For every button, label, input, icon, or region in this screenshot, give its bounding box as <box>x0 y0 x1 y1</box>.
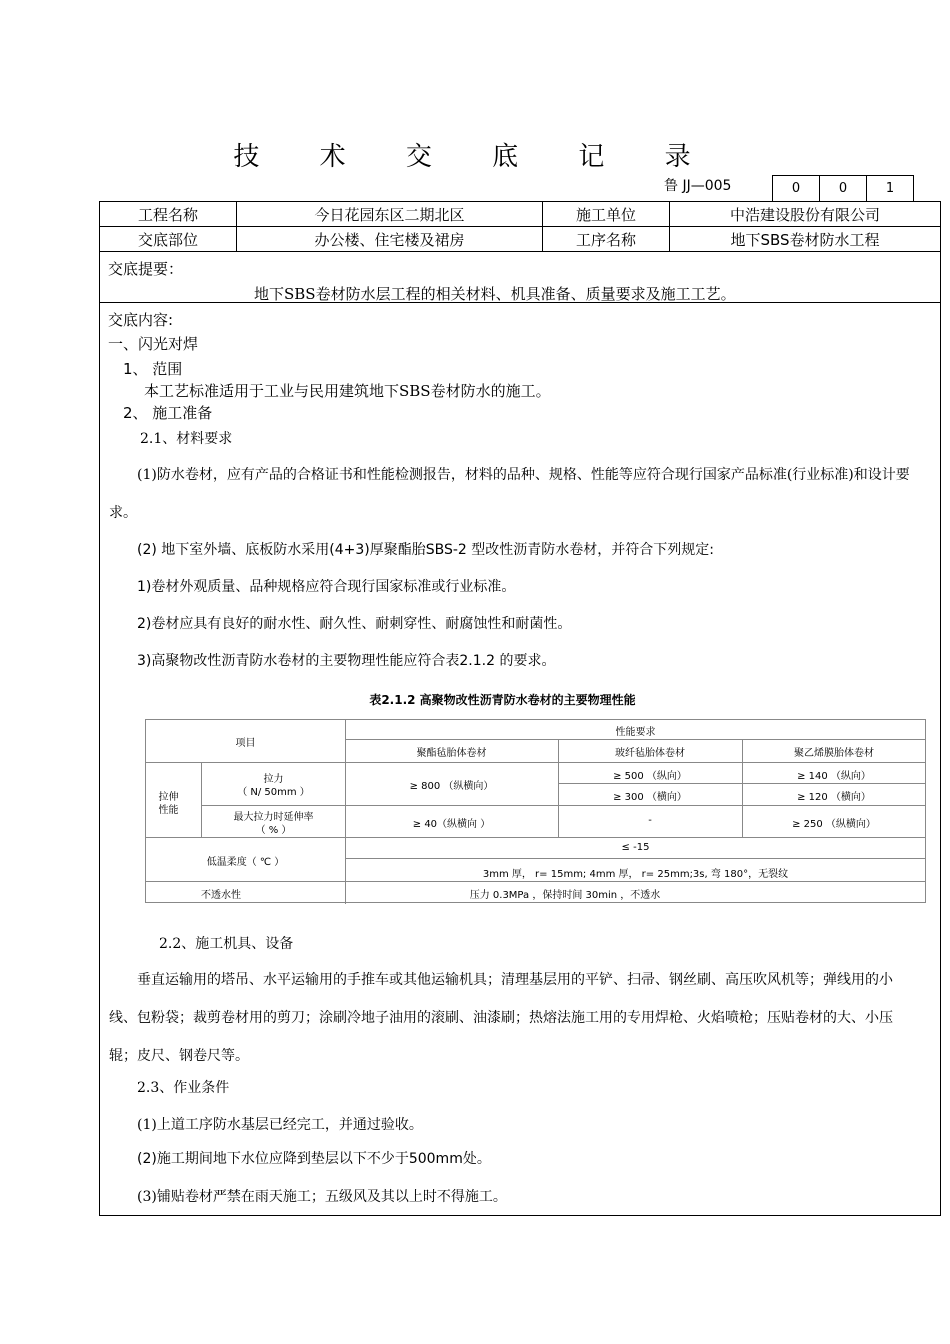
serial-number-box <box>772 175 914 202</box>
spec-col-header: 玻纤毡胎体卷材 <box>615 748 685 759</box>
paragraph: (1)防水卷材，应有产品的合格证书和性能检测报告，材料的品种、规格、性能等应符合现行国家产品标准(行业标准)和设计要 <box>137 467 910 483</box>
location: 办公楼、住宅楼及裙房 <box>237 227 543 252</box>
project-name: 今日花园东区二期北区 <box>237 202 543 227</box>
divider <box>99 302 941 303</box>
spec-row-label: 低温柔度（ ℃ ） <box>206 857 285 868</box>
spec-row-label: （ % ） <box>255 825 292 836</box>
paragraph: (2)施工期间地下水位应降到垫层以下不少于500mm处。 <box>137 1151 491 1167</box>
spec-row-label: 拉力 <box>263 774 284 785</box>
spec-cell: ≥ 300 （横向） <box>613 792 687 803</box>
serial-digit: 0 <box>820 176 867 202</box>
serial-digit: 1 <box>885 181 895 196</box>
spec-cell: ≥ 500 （纵向） <box>613 771 687 782</box>
process: 地下SBS卷材防水工程 <box>670 227 941 252</box>
spec-cell: ≥ 250 （纵横向） <box>792 819 876 830</box>
spec-cell: ≥ 40（纵横向 ） <box>412 819 491 830</box>
spec-cell: 3mm 厚， r= 15mm; 4mm 厚， r= 25mm;3s, 弯 180°，无裂纹 <box>482 869 789 880</box>
spec-row-label: 最大拉力时延伸率 <box>233 812 314 823</box>
paragraph: 辊；皮尺、钢卷尺等。 <box>109 1048 249 1064</box>
page-title: 技 术 交 底 记 录 <box>233 142 717 172</box>
spec-group-label: 拉伸 <box>158 792 179 803</box>
process-label: 工序名称 <box>543 227 670 252</box>
spec-header-item: 项目 <box>235 738 256 749</box>
spec-cell: ≥ 140 （纵向） <box>797 771 871 782</box>
paragraph: (1)上道工序防水基层已经完工，并通过验收。 <box>137 1117 423 1133</box>
contractor-label: 施工单位 <box>543 202 670 227</box>
contractor: 中浩建设股份有限公司 <box>670 202 941 227</box>
paragraph: 垂直运输用的塔吊、水平运输用的手推车或其他运输机具；清理基层用的平铲、扫帚、钢丝刷、高压吹风机等；弹线用的小 <box>137 972 893 988</box>
serial-digit: 0 <box>773 176 820 202</box>
paragraph: (2) 地下室外墙、底板防水采用(4+3)厚聚酯胎SBS-2 型改性沥青防水卷材，并符合下列规定: <box>137 542 715 558</box>
spec-row-label: 不透水性 <box>201 890 241 901</box>
spec-cell: 压力 0.3MPa ，保持时间 30min ，不透水 <box>469 890 661 901</box>
subsection-heading: 2.1、材料要求 <box>140 431 233 447</box>
spec-header-requirement: 性能要求 <box>615 727 656 738</box>
spec-cell: ≥ 800 （纵横向） <box>409 781 494 792</box>
spec-row-label: （ N/ 50mm ） <box>237 787 310 798</box>
section-heading: 一、闪光对焊 <box>108 335 199 353</box>
paragraph: 1)卷材外观质量、品种规格应符合现行国家标准或行业标准。 <box>137 579 516 595</box>
section-heading: 1、 范围 <box>123 360 183 378</box>
paragraph: 2)卷材应具有良好的耐水性、耐久性、耐刺穿性、耐腐蚀性和耐菌性。 <box>137 616 572 632</box>
project-name-label: 工程名称 <box>100 202 237 227</box>
document-code: 鲁 JJ—005 <box>664 178 732 194</box>
spec-cell: ≥ 120 （横向） <box>797 792 871 803</box>
summary-text: 地下SBS卷材防水层工程的相关材料、机具准备、质量要求及施工工艺。 <box>254 285 736 303</box>
paragraph: 线、包粉袋；裁剪卷材用的剪刀；涂刷冷地子油用的滚刷、油漆刷；热熔法施工用的专用焊枪、火焰喷枪；压贴卷材的大、小压 <box>109 1010 893 1026</box>
subsection-heading: 2.2、施工机具、设备 <box>159 936 294 952</box>
spec-group-label: 性能 <box>158 805 179 816</box>
summary-label: 交底提要： <box>108 260 184 278</box>
paragraph: 求。 <box>109 505 137 521</box>
location-label: 交底部位 <box>100 227 237 252</box>
paragraph: (3)铺贴卷材严禁在雨天施工；五级风及其以上时不得施工。 <box>137 1189 507 1205</box>
spec-col-header: 聚酯毡胎体卷材 <box>416 748 487 759</box>
section-heading: 2、 施工准备 <box>123 404 213 422</box>
paragraph: 3)高聚物改性沥青防水卷材的主要物理性能应符合表2.1.2 的要求。 <box>137 653 556 669</box>
content-label: 交底内容: <box>108 311 174 329</box>
spec-table <box>145 719 926 903</box>
spec-cell: ≤ -15 <box>621 842 650 853</box>
spec-cell: - <box>648 815 652 826</box>
table-caption: 表2.1.2 高聚物改性沥青防水卷材的主要物理性能 <box>369 693 636 707</box>
spec-col-header: 聚乙烯膜胎体卷材 <box>794 748 874 759</box>
header-table <box>99 201 941 252</box>
paragraph: 本工艺标准适用于工业与民用建筑地下SBS卷材防水的施工。 <box>144 382 551 400</box>
subsection-heading: 2.3、作业条件 <box>137 1080 230 1096</box>
